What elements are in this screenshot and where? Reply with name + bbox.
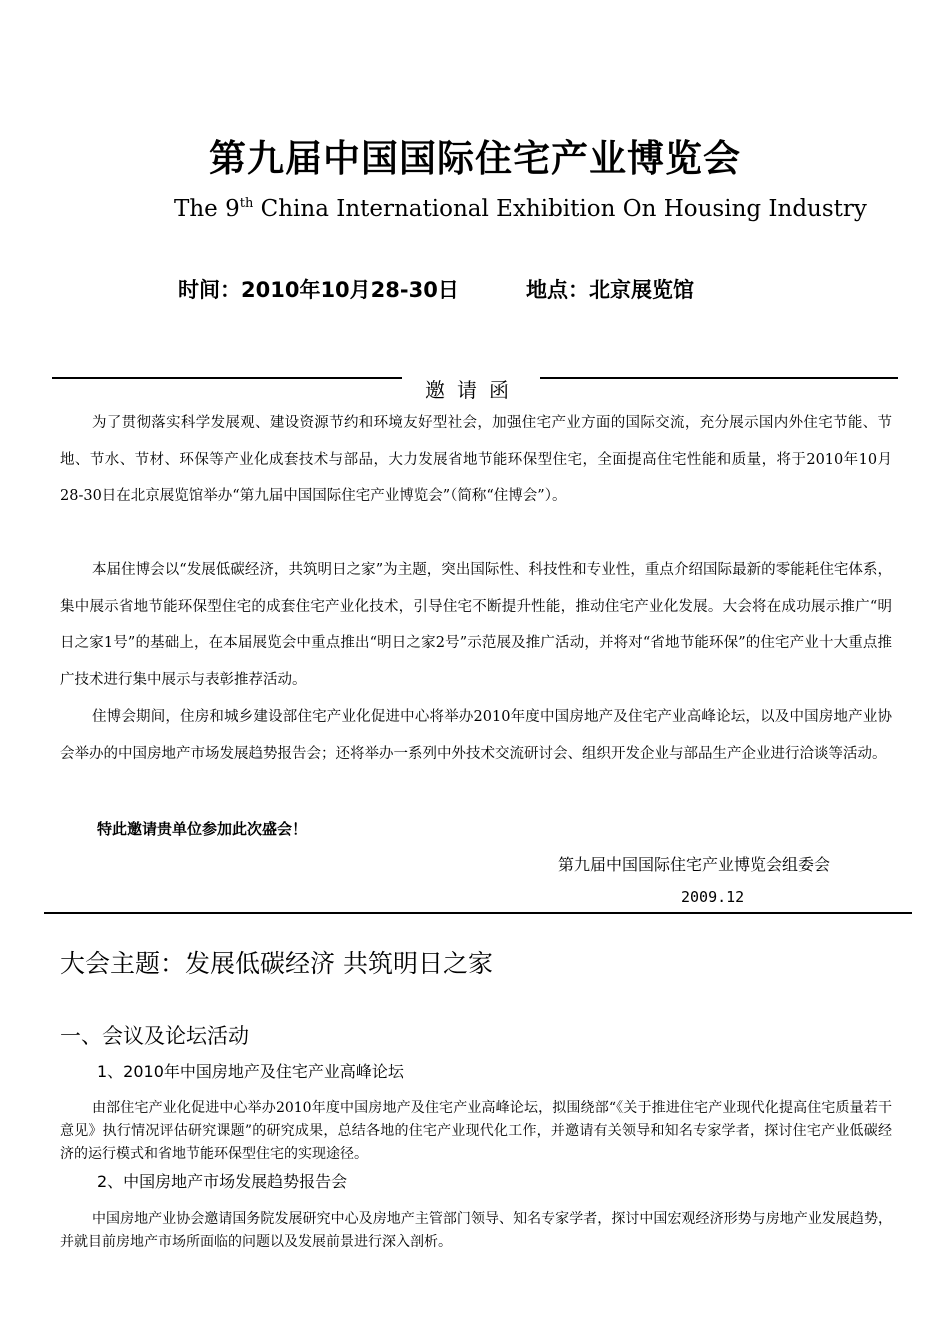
- event-place: 地点：北京展览馆: [526, 278, 694, 302]
- organizer-signature: 第九届中国国际住宅产业博览会组委会: [558, 855, 831, 874]
- invitation-paragraph-3: 住博会期间，住房和城乡建设部住宅产业化促进中心将举办2010年度中国房地产及住宅产业高峰论坛，以及中国房地产业协会举办的中国房地产市场发展趋势报告会；还将举办一系列中外技术交流研讨会、组织开发企业与部品生产企业进行洽谈等活动。: [60, 709, 892, 762]
- forum-item-title-1: 1、2010年中国房地产及住宅产业高峰论坛: [97, 1062, 404, 1081]
- forum-item-body-1: 由部住宅产业化促进中心举办2010年度中国房地产及住宅产业高峰论坛，拟围绕部“《关于推进住宅产业现代化提高住宅质量若干意见》执行情况评估研究课题”的研究成果，总结各地的住宅产业现代化工作，并邀请有关领导和知名专家学者，探讨住宅产业低碳经济的运行模式和省地节能环保型住宅的实现途径。: [60, 1100, 892, 1162]
- page-title: 第九届中国国际住宅产业博览会: [209, 137, 741, 180]
- section-divider: [44, 912, 912, 914]
- divider-left: [52, 377, 402, 379]
- subtitle-suffix: China International Exhibition On Housing Industry: [253, 196, 867, 222]
- invitation-date: 2009.12: [681, 888, 745, 906]
- invitation-paragraph-2: 本届住博会以“发展低碳经济，共筑明日之家”为主题，突出国际性、科技性和专业性，重点介绍国际最新的零能耗住宅体系，集中展示省地节能环保型住宅的成套住宅产业化技术，引导住宅不断提升性能，推动住宅产业化发展。大会将在成功展示推广“明日之家1号”的基础上，在本届展览会中重点推出“明日之家2号”示范展及推广活动，并将对“省地节能环保”的住宅产业十大重点推广技术进行集中展示与表彰推荐活动。: [60, 562, 892, 688]
- conference-theme: 大会主题：发展低碳经济 共筑明日之家: [60, 949, 493, 978]
- forum-item-body-2: 中国房地产业协会邀请国务院发展研究中心及房地产主管部门领导、知名专家学者，探讨中国宏观经济形势与房地产业发展趋势，并就目前房地产市场所面临的问题以及发展前景进行深入剖析。: [60, 1211, 892, 1250]
- event-time: 时间：2010年10月28-30日: [178, 278, 459, 302]
- subtitle-ordinal: th: [239, 196, 254, 211]
- forum-item-title-2: 2、中国房地产市场发展趋势报告会: [97, 1172, 348, 1191]
- divider-right: [540, 377, 898, 379]
- closing-line: 特此邀请贵单位参加此次盛会！: [97, 820, 308, 838]
- section-heading: 一、会议及论坛活动: [60, 1024, 249, 1048]
- invitation-heading: 邀请函: [425, 378, 521, 402]
- english-subtitle: [174, 196, 867, 222]
- subtitle-prefix: The 9: [174, 196, 240, 222]
- invitation-paragraph-1: 为了贯彻落实科学发展观、建设资源节约和环境友好型社会，加强住宅产业方面的国际交流，充分展示国内外住宅节能、节地、节水、节材、环保等产业化成套技术与部品，大力发展省地节能环保型住宅，全面提高住宅性能和质量，将于2010年10月28-30日在北京展览馆举办“第九届中国国际住宅产业博览会”（简称“住博会”）。: [60, 415, 892, 504]
